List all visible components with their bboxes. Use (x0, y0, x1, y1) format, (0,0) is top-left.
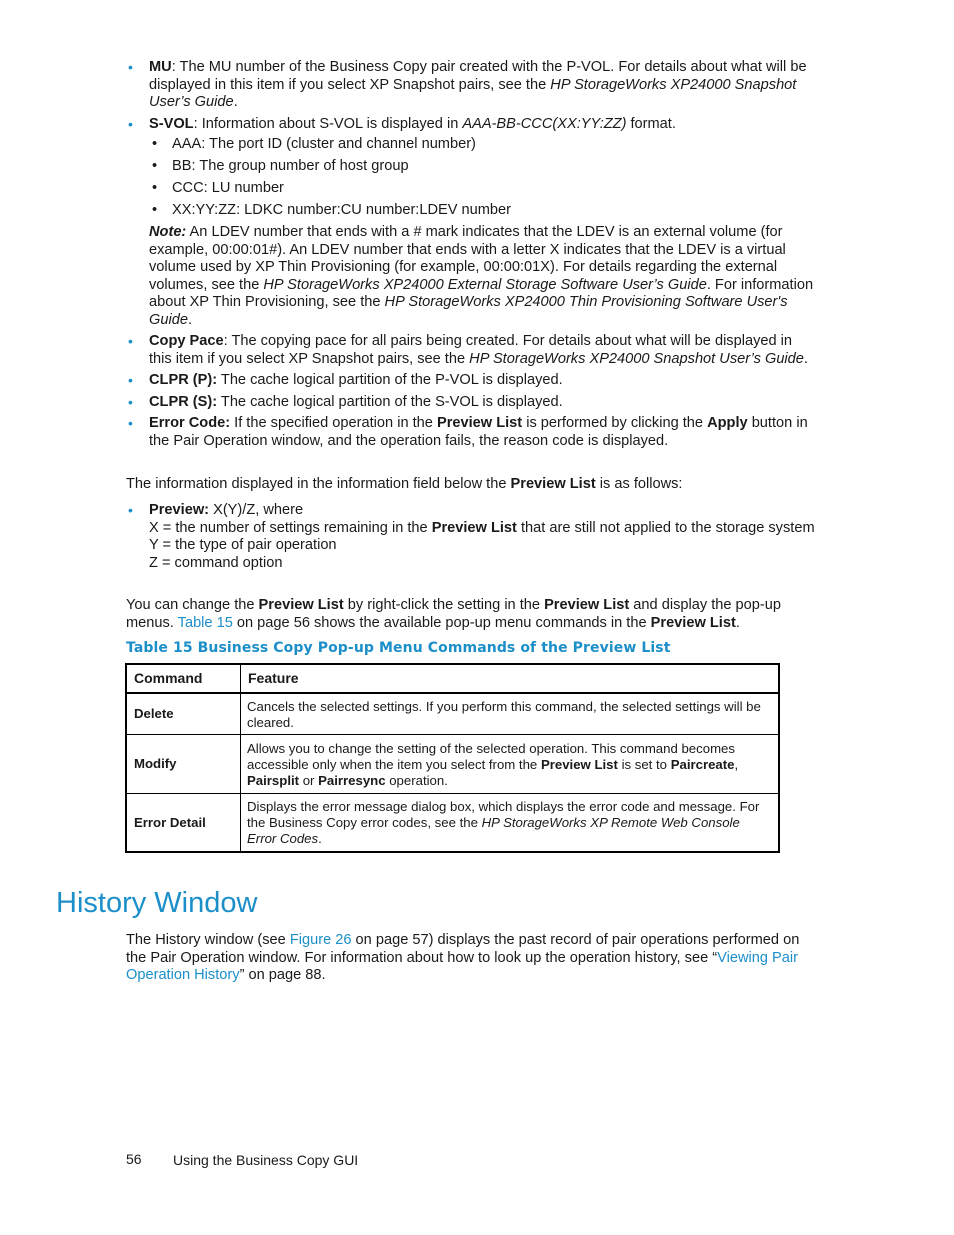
change-paragraph (126, 597, 816, 632)
ui-term: Paircreate (670, 756, 735, 772)
item-text: : The MU number of the Business Copy pair created with the P-VOL. For details about what will be displayed in this item if you select XP Snapshot pairs, see the (149, 59, 807, 93)
table-row (126, 794, 779, 852)
item-tail: . (233, 94, 238, 110)
list-item-clpr-p (126, 372, 816, 390)
field-list-top (126, 59, 816, 454)
item-text: : Information about S-VOL is displayed in (193, 115, 463, 132)
item-text: Z = command option (149, 554, 283, 571)
table-row (126, 735, 779, 794)
footer-title: Using the Business Copy GUI (173, 1152, 359, 1168)
sub-item-text: XX:YY:ZZ: LDKC number:CU number:LDEV number (172, 202, 512, 218)
bullet-icon: • (128, 393, 133, 410)
cell-text: Allows you to change the setting of the selected operation. This command becomes accessible only when the item you select from the (247, 741, 735, 772)
ui-term: Preview List (650, 614, 736, 631)
ui-term: Preview List (431, 519, 517, 536)
column-header-command: Command (126, 664, 241, 693)
para-text: on page 57) displays the past record of pair operations performed on the Pair Operation window. For information about how to look up the operation history, see “ (126, 932, 800, 966)
cell-text: . (318, 831, 322, 847)
ui-term: Preview List (436, 415, 523, 431)
page-number: 56 (126, 1151, 142, 1167)
preview-list (126, 502, 816, 576)
table-caption: Table 15 Business Copy Pop-up Menu Commands of the Preview List (126, 640, 671, 656)
cell-text: Displays the error message dialog box, which displays the error code and message. For the Business Copy error codes, see the (247, 799, 760, 831)
bullet-icon: • (128, 333, 133, 349)
para-text: on page 56 shows the available pop-up menu commands in the (232, 614, 651, 631)
ui-term: Preview List (540, 756, 618, 772)
svol-format-list (149, 136, 816, 220)
note-text: An LDEV number that ends with a # mark indicates that the LDEV is an external volume (for example, 00:00:01#). An LDEV number that ends with a letter X indicates that the LDEV is a virtual volume used by XP Thin Provisioning (for example, 00:00:01X). For details regarding the external volumes, see the (149, 224, 786, 293)
item-tail: . (803, 350, 808, 367)
feature-cell: Cancels the selected settings. If you perform this command, the selected settings will be cleared. (241, 693, 780, 735)
bullet-icon: • (128, 502, 133, 518)
bullet-icon: • (128, 372, 133, 388)
sub-item-text: BB: The group number of host group (172, 158, 409, 174)
item-label: CLPR (S): (149, 393, 218, 410)
item-tail: format. (626, 115, 676, 132)
list-item-mu (126, 59, 816, 112)
item-text: is performed by clicking the (522, 415, 708, 431)
list-item-svol (126, 116, 816, 330)
item-label: CLPR (P): (149, 372, 218, 388)
para-text: . (735, 614, 740, 631)
ui-term: Pairresync (318, 772, 386, 788)
table-header-row (126, 664, 779, 693)
item-text: The cache logical partition of the P-VOL is displayed. (217, 372, 563, 388)
item-text: : The copying pace for all pairs being created. For details about what will be displayed in this item if you select XP Snapshot pairs, see the (149, 333, 793, 367)
cell-text: is set to (617, 756, 671, 772)
note-label: Note: (149, 224, 187, 240)
para-text: by right-click the setting in the (343, 597, 545, 613)
sub-item (149, 202, 816, 220)
sub-item-text: CCC: LU number (172, 180, 284, 196)
para-text: is as follows: (595, 476, 683, 492)
para-text: The History window (see (126, 932, 290, 948)
list-item-preview (126, 502, 816, 572)
item-label: MU (149, 59, 172, 75)
item-label: S-VOL (149, 115, 194, 132)
ui-term: Apply (707, 415, 748, 431)
command-cell: Delete (126, 693, 241, 735)
para-text: ” on page 88. (239, 967, 326, 983)
popup-commands-table (125, 663, 780, 853)
sub-bullet-icon: • (152, 180, 158, 196)
ui-term: Preview List (510, 476, 596, 492)
item-label: Copy Pace (149, 333, 224, 349)
list-item-error-code (126, 415, 816, 450)
bullet-icon: • (128, 59, 133, 75)
sub-bullet-icon: • (152, 136, 158, 152)
command-cell: Error Detail (126, 794, 241, 852)
para-text: You can change the (126, 597, 259, 613)
cell-text: or (299, 772, 319, 788)
para-text: The information displayed in the information field below the (126, 476, 511, 492)
table-15-link[interactable]: Table 15 (177, 614, 233, 631)
item-text: The cache logical partition of the S-VOL is displayed. (217, 393, 563, 410)
ui-term: Preview List (258, 597, 344, 613)
feature-cell (241, 794, 780, 852)
bullet-icon: • (128, 115, 133, 132)
item-label: Preview: (149, 502, 210, 518)
note-text: . For information about XP Thin Provisioning, see the (149, 276, 814, 310)
table-row (126, 693, 779, 735)
item-text: X(Y)/Z, where (209, 502, 304, 518)
feature-cell (241, 735, 780, 794)
note-text: . (187, 311, 193, 328)
list-item-copy-pace (126, 333, 816, 368)
section-heading: History Window (56, 887, 258, 919)
note-block (149, 224, 816, 329)
viewing-history-link[interactable]: Viewing Pair Operation History (126, 949, 798, 983)
guide-reference: HP StorageWorks XP24000 Snapshot User’s Guide (469, 350, 804, 367)
para-text: and display the pop-up menus. (126, 597, 781, 631)
cell-text: , (734, 756, 739, 772)
sub-item (149, 136, 816, 154)
sub-item (149, 180, 816, 198)
format-reference: AAA-BB-CCC(XX:YY:ZZ) (462, 115, 627, 132)
figure-26-link[interactable]: Figure 26 (289, 932, 352, 948)
guide-reference: HP StorageWorks XP24000 External Storage Software User’s Guide (263, 276, 707, 293)
guide-reference: HP StorageWorks XP24000 Thin Provisioning Software User's Guide (149, 294, 788, 328)
sub-item (149, 158, 816, 176)
command-cell: Modify (126, 735, 241, 794)
history-paragraph (126, 932, 816, 985)
sub-bullet-icon: • (152, 158, 158, 174)
guide-reference: HP StorageWorks XP Remote Web Console Error Codes (247, 815, 740, 847)
sub-bullet-icon: • (152, 202, 158, 218)
item-text: X = the number of settings remaining in the (149, 519, 432, 536)
sub-item-text: AAA: The port ID (cluster and channel number) (172, 136, 476, 152)
item-text: button in the Pair Operation window, and the operation fails, the reason code is displayed. (149, 415, 808, 449)
info-paragraph (126, 476, 816, 494)
item-label: Error Code: (149, 415, 231, 431)
bullet-icon: • (128, 415, 133, 431)
item-text: If the specified operation in the (230, 415, 437, 431)
item-text: Y = the type of pair operation (149, 537, 337, 553)
item-text: that are still not applied to the storage system (516, 519, 815, 536)
ui-term: Pairsplit (247, 772, 300, 788)
list-item-clpr-s (126, 394, 816, 412)
ui-term: Preview List (544, 597, 630, 613)
column-header-feature: Feature (241, 664, 780, 693)
cell-text: operation. (385, 772, 448, 788)
guide-reference: HP StorageWorks XP24000 Snapshot User’s Guide (149, 76, 797, 110)
